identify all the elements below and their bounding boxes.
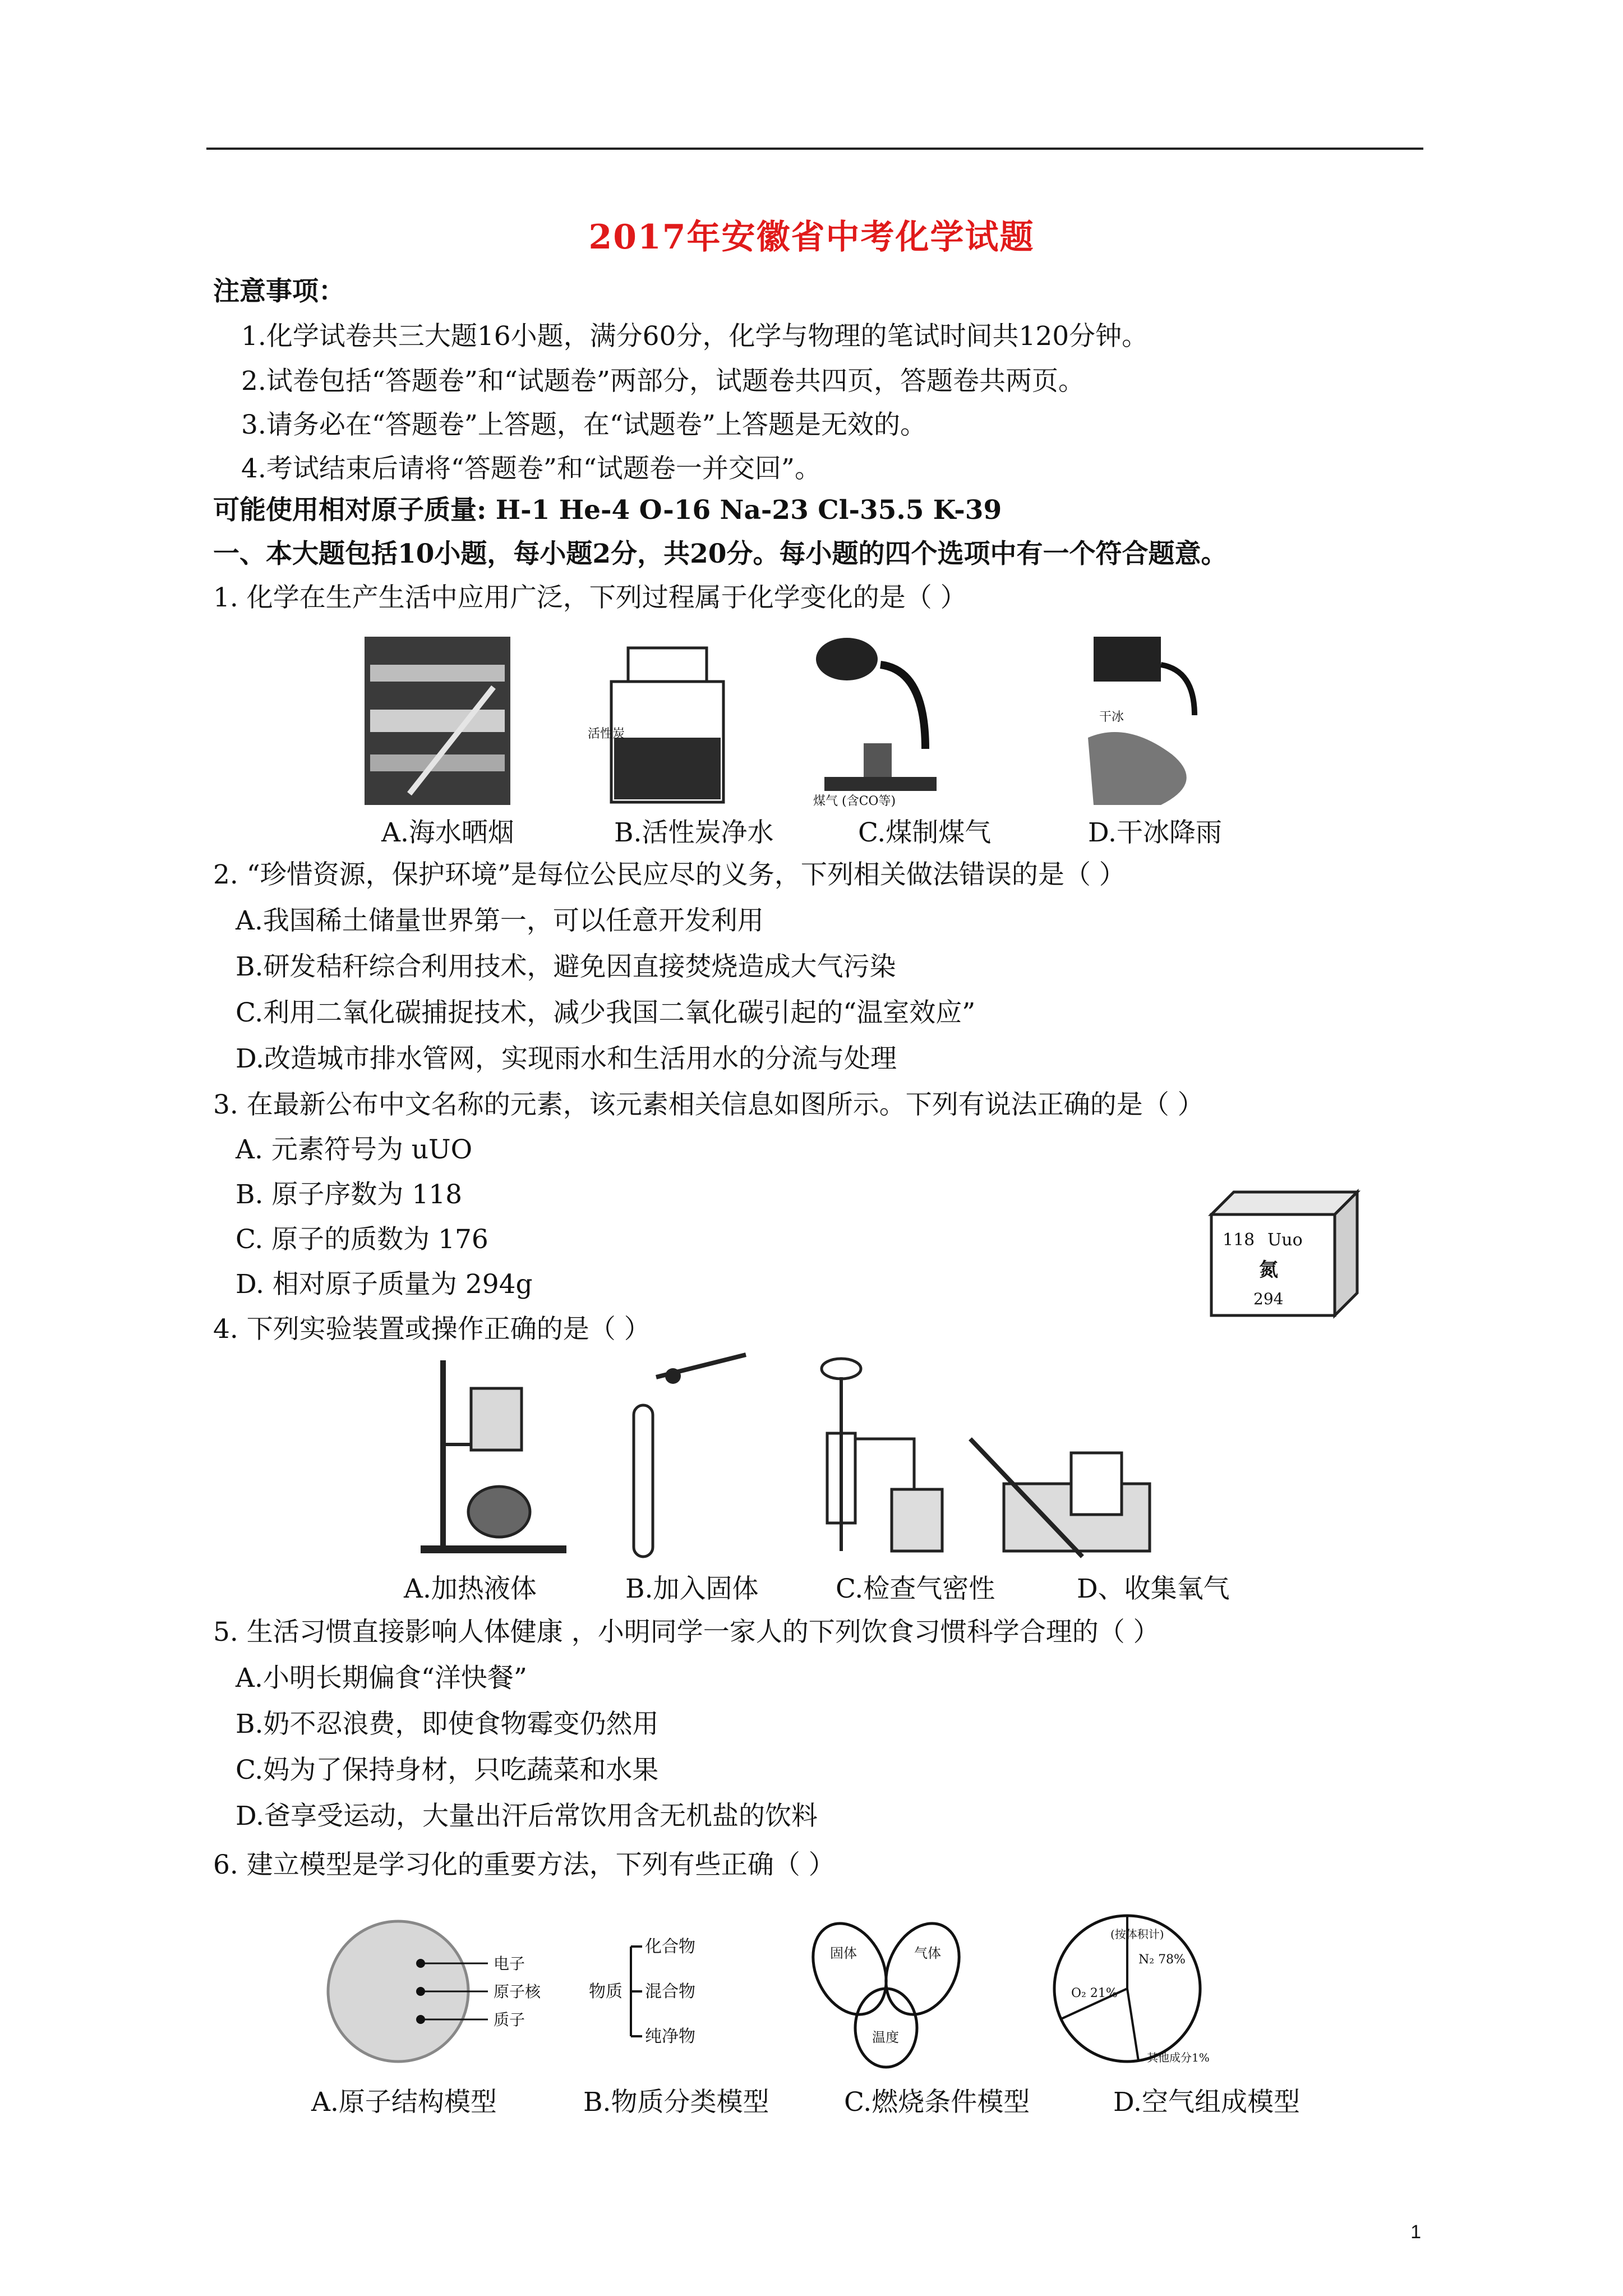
combustion-solid: 固体 <box>830 1945 857 1961</box>
carbon-filter-image <box>588 648 723 802</box>
coal-gas-label: 煤气 (含CO等) <box>813 794 896 808</box>
card-symbol: Uuo <box>1267 1230 1303 1250</box>
q6-figures <box>325 1907 1391 2076</box>
air-label-other: 其他成分1% <box>1147 2051 1210 2064</box>
q6-option-b: B.物质分类模型 <box>583 2087 769 2118</box>
q3-option-d: D. 相对原子质量为 294g <box>236 1269 533 1300</box>
air-label-basis: (按体积计) <box>1110 1927 1164 1941</box>
q4-option-b: B.加入固体 <box>625 1573 759 1604</box>
combustion-temp: 温度 <box>872 2030 899 2045</box>
header-rule <box>206 148 1423 150</box>
classify-mixture: 混合物 <box>645 1982 695 2001</box>
q5-option-a: A.小明长期偏食“洋快餐” <box>236 1663 527 1694</box>
element-card-figure <box>1206 1186 1363 1321</box>
q1-option-b: B.活性炭净水 <box>614 817 774 848</box>
adding-solid-image <box>634 1355 746 1557</box>
q1-option-a: A.海水晒烟 <box>381 817 514 848</box>
heating-liquid-image <box>421 1360 566 1553</box>
q4-option-c: C.检查气密性 <box>836 1573 995 1604</box>
q2-option-a: A.我国稀土储量世界第一，可以任意开发利用 <box>236 905 764 936</box>
dry-ice-rain-image <box>1088 637 1195 805</box>
card-mass: 294 <box>1253 1290 1284 1308</box>
q1-option-c: C.煤制煤气 <box>858 817 992 848</box>
q3-option-c: C. 原子的质数为 176 <box>236 1224 488 1255</box>
collect-oxygen-image <box>970 1439 1150 1557</box>
notes-heading: 注意事项： <box>213 276 345 307</box>
q2-option-c: C.利用二氧化碳捕捉技术，减少我国二氧化碳引起的“温室效应” <box>236 997 976 1028</box>
q5-option-b: B.奶不忍浪费，即使食物霉变仍然用 <box>236 1709 659 1740</box>
atomic-mass-line: 可能使用相对原子质量: H-1 He-4 O-16 Na-23 Cl-35.5 K-39 <box>213 495 1002 526</box>
q6-option-a: A.原子结构模型 <box>311 2087 497 2118</box>
salt-field-image <box>365 637 510 805</box>
matter-classification-image <box>589 1937 695 2046</box>
combustion-condition-image <box>799 1912 974 2067</box>
q4-stem: 4. 下列实验装置或操作正确的是（ ） <box>213 1314 651 1345</box>
q3-option-b: B. 原子序数为 118 <box>236 1179 463 1210</box>
q4-option-d: D、收集氧气 <box>1077 1573 1230 1604</box>
atom-label-proton: 质子 <box>494 2010 525 2029</box>
note-4: 4.考试结束后请将“答题卷”和“试题卷一并交回”。 <box>241 453 821 484</box>
filter-label: 活性炭 <box>588 727 625 741</box>
note-2: 2.试卷包括“答题卷”和“试题卷”两部分，试题卷共四页，答题卷共两页。 <box>241 366 1085 397</box>
q3-option-a: A. 元素符号为 uUO <box>236 1134 473 1165</box>
classify-pure: 纯净物 <box>645 2027 695 2046</box>
classify-compound: 化合物 <box>645 1937 695 1957</box>
atom-label-nucleus: 原子核 <box>494 1982 541 2001</box>
page-title: 2017年安徽省中考化学试题 <box>588 218 1035 257</box>
q6-stem: 6. 建立模型是学习化的重要方法，下列有些正确（ ） <box>213 1849 835 1880</box>
q2-option-d: D.改造城市排水管网，实现雨水和生活用水的分流与处理 <box>236 1043 897 1074</box>
q5-option-c: C.妈为了保持身材，只吃蔬菜和水果 <box>236 1755 659 1786</box>
q3-stem: 3. 在最新公布中文名称的元素，该元素相关信息如图所示。下列有说法正确的是（ ） <box>213 1089 1204 1120</box>
air-label-n2: N₂ 78% <box>1138 1953 1186 1967</box>
note-1: 1.化学试卷共三大题16小题，满分60分，化学与物理的笔试时间共120分钟。 <box>241 321 1149 352</box>
dry-ice-label: 干冰 <box>1099 710 1124 724</box>
coal-gas-image <box>813 638 937 808</box>
q4-figures <box>409 1343 1251 1562</box>
atom-label-electron: 电子 <box>494 1954 525 1973</box>
page-number: 1 <box>1410 2221 1421 2243</box>
note-3: 3.请务必在“答题卷”上答题，在“试题卷”上答题是无效的。 <box>241 409 926 440</box>
q4-option-a: A.加热液体 <box>404 1573 537 1604</box>
q5-option-d: D.爸享受运动，大量出汗后常饮用含无机盐的饮料 <box>236 1801 818 1832</box>
card-number: 118 <box>1223 1230 1255 1250</box>
q1-figures <box>365 625 1262 811</box>
q2-stem: 2. “珍惜资源，保护环境”是每位公民应尽的义务，下列相关做法错误的是（ ） <box>213 859 1126 890</box>
card-name: 氮 <box>1259 1259 1278 1281</box>
q1-option-d: D.干冰降雨 <box>1088 817 1222 848</box>
atom-structure-image <box>328 1921 541 2062</box>
q5-stem: 5. 生活习惯直接影响人体健康 ，小明同学一家人的下列饮食习惯科学合理的（ ） <box>213 1617 1160 1648</box>
q6-option-c: C.燃烧条件模型 <box>844 2087 1030 2118</box>
q1-stem: 1. 化学在生产生活中应用广泛，下列过程属于化学变化的是（ ） <box>213 582 967 613</box>
q2-option-b: B.研发秸秆综合利用技术，避免因直接焚烧造成大气污染 <box>236 951 896 982</box>
airtightness-check-image <box>822 1359 942 1551</box>
section-1-heading: 一、本大题包括10小题，每小题2分，共20分。每小题的四个选项中有一个符合题意。 <box>213 539 1228 569</box>
combustion-gas: 气体 <box>914 1945 941 1961</box>
classify-root: 物质 <box>589 1982 623 2001</box>
q6-option-d: D.空气组成模型 <box>1113 2087 1300 2118</box>
air-label-o2: O₂ 21% <box>1071 1986 1118 2000</box>
air-composition-image <box>1054 1916 1210 2064</box>
